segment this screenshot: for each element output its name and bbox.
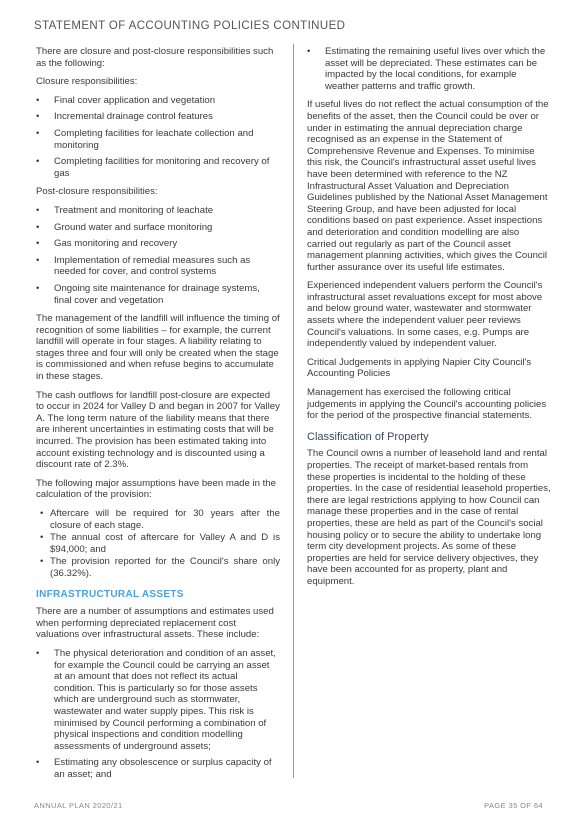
assumptions-list xyxy=(36,508,280,580)
closure-label: Closure responsibilities: xyxy=(36,76,138,88)
list-item: • The annual cost of aftercare for Valley A and D is $94,000; and xyxy=(36,532,280,555)
list-item: • Final cover application and vegetation xyxy=(36,95,280,107)
list-item: • Ongoing site maintenance for drainage systems, final cover and vegetation xyxy=(36,283,280,306)
list-item: • Aftercare will be required for 30 years after the closure of each stage. xyxy=(36,508,280,531)
infrastructural-list xyxy=(36,648,280,781)
left-column xyxy=(36,46,280,787)
management-paragraph: The management of the landfill will influence the timing of recognition of some liabilities – for example, the current landfill will operate in four stages. A liability relating to stages three and four will only be created when the stage is commissioned and when refuse begins to accumulate in these stages. xyxy=(36,313,280,383)
list-item: • Completing facilities for leachate collection and monitoring xyxy=(36,128,280,151)
list-item: • Incremental drainage control features xyxy=(36,111,280,123)
list-item: • Implementation of remedial measures such as needed for cover, and control systems xyxy=(36,255,280,278)
list-item: • Estimating the remaining useful lives over which the asset will be depreciated. These estimates can be impacted by the local conditions, for example weather patterns and traffic growth. xyxy=(307,46,551,92)
footer-document-title: ANNUAL PLAN 2020/21 xyxy=(34,801,123,810)
closure-list xyxy=(36,95,280,180)
post-closure-label: Post-closure responsibilities: xyxy=(36,186,158,198)
assumptions-paragraph: The following major assumptions have been made in the calculation of the provision: xyxy=(36,477,276,501)
list-item: • Estimating any obsolescence or surplus capacity of an asset; and xyxy=(36,757,280,780)
list-item: • Treatment and monitoring of leachate xyxy=(36,205,280,217)
infrastructural-assets-heading: INFRASTRUCTURAL ASSETS xyxy=(36,588,184,600)
list-item: • The physical deterioration and condition of an asset, for example the Council could be carrying an asset at an amount that does not reflect its actual condition. This is particularly so for those assets which are underground such as stormwater, wastewater and water supply pipes. This risk is minimised by Council performing a combination of physical inspections and condition modelling assessments of underground assets; xyxy=(36,648,280,752)
cash-outflow-paragraph: The cash outflows for landfill post-closure are expected to occur in 2024 for Valley D and began in 2007 for Valley A. The long term nature of the liability means that there are inherent uncertainties in estimating costs that will be incurred. The provision has been estimated taking into account existing technology and is discounted using a discount rate of 2.3%. xyxy=(36,389,280,471)
infrastructural-intro-paragraph: There are a number of assumptions and estimates used when performing depreciated replacement cost valuations over infrastructural assets. These include: xyxy=(36,606,274,641)
judgements-paragraph: Management has exercised the following critical judgements in applying the Council's accounting policies for the period of the prospective financial statements. xyxy=(307,387,547,422)
critical-judgements-subheading: Critical Judgements in applying Napier City Council's Accounting Policies xyxy=(307,356,532,380)
valuers-paragraph: Experienced independent valuers perform the Council's infrastructural asset revaluations except for most above and below ground water, wastewater and stormwater assets where the independent valuer peer reviews Council's valuations. In some cases, e.g. Pumps are independently valued by independent valuer. xyxy=(307,280,543,350)
intro-paragraph: There are closure and post-closure responsibilities such as the following: xyxy=(36,46,274,69)
classification-heading: Classification of Property xyxy=(307,430,429,443)
list-item: • The provision reported for the Council's share only (36.32%). xyxy=(36,556,280,579)
right-column xyxy=(307,46,551,595)
post-closure-list xyxy=(36,205,280,306)
footer-page-number: PAGE 35 OF 64 xyxy=(484,801,543,810)
list-item: • Ground water and surface monitoring xyxy=(36,222,280,234)
column-divider xyxy=(293,44,294,778)
classification-paragraph: The Council owns a number of leasehold land and rental properties. The receipt of market-based rentals from these properties is incidental to the holding of these properties. In the case of residential leasehold properties, there are legal restrictions applying to how Council can manage these properties and in the case of rental properties, these are held as part of the Council's social housing policy or to secure the ability to undertake long term city development projects. As some of these properties are held for service delivery objectives, they have been accounted for as property, plant and equipment. xyxy=(307,448,551,587)
list-item: • Gas monitoring and recovery xyxy=(36,238,280,250)
list-item: • Completing facilities for monitoring and recovery of gas xyxy=(36,156,280,179)
infrastructural-list-continued xyxy=(307,46,551,92)
useful-lives-paragraph: If useful lives do not reflect the actual consumption of the benefits of the asset, then the Council could be over or under in estimating the annual depreciation charge recognised as an expense in the Statement of Comprehensive Revenue and Expenses. To minimise this risk, the Council's infrastructural asset useful lives have been determined with reference to the NZ Infrastructural Asset Valuation and Depreciation Guidelines published by the National Asset Management Steering Group, and have been adjusted for local conditions based on past experience. Asset inspections and deterioration and condition modelling are also carried out regularly as part of the Council asset management planning activities, which gives the Council further assurance over its useful life estimates. xyxy=(307,99,549,273)
page-header-title: STATEMENT OF ACCOUNTING POLICIES CONTINUED xyxy=(34,20,346,32)
